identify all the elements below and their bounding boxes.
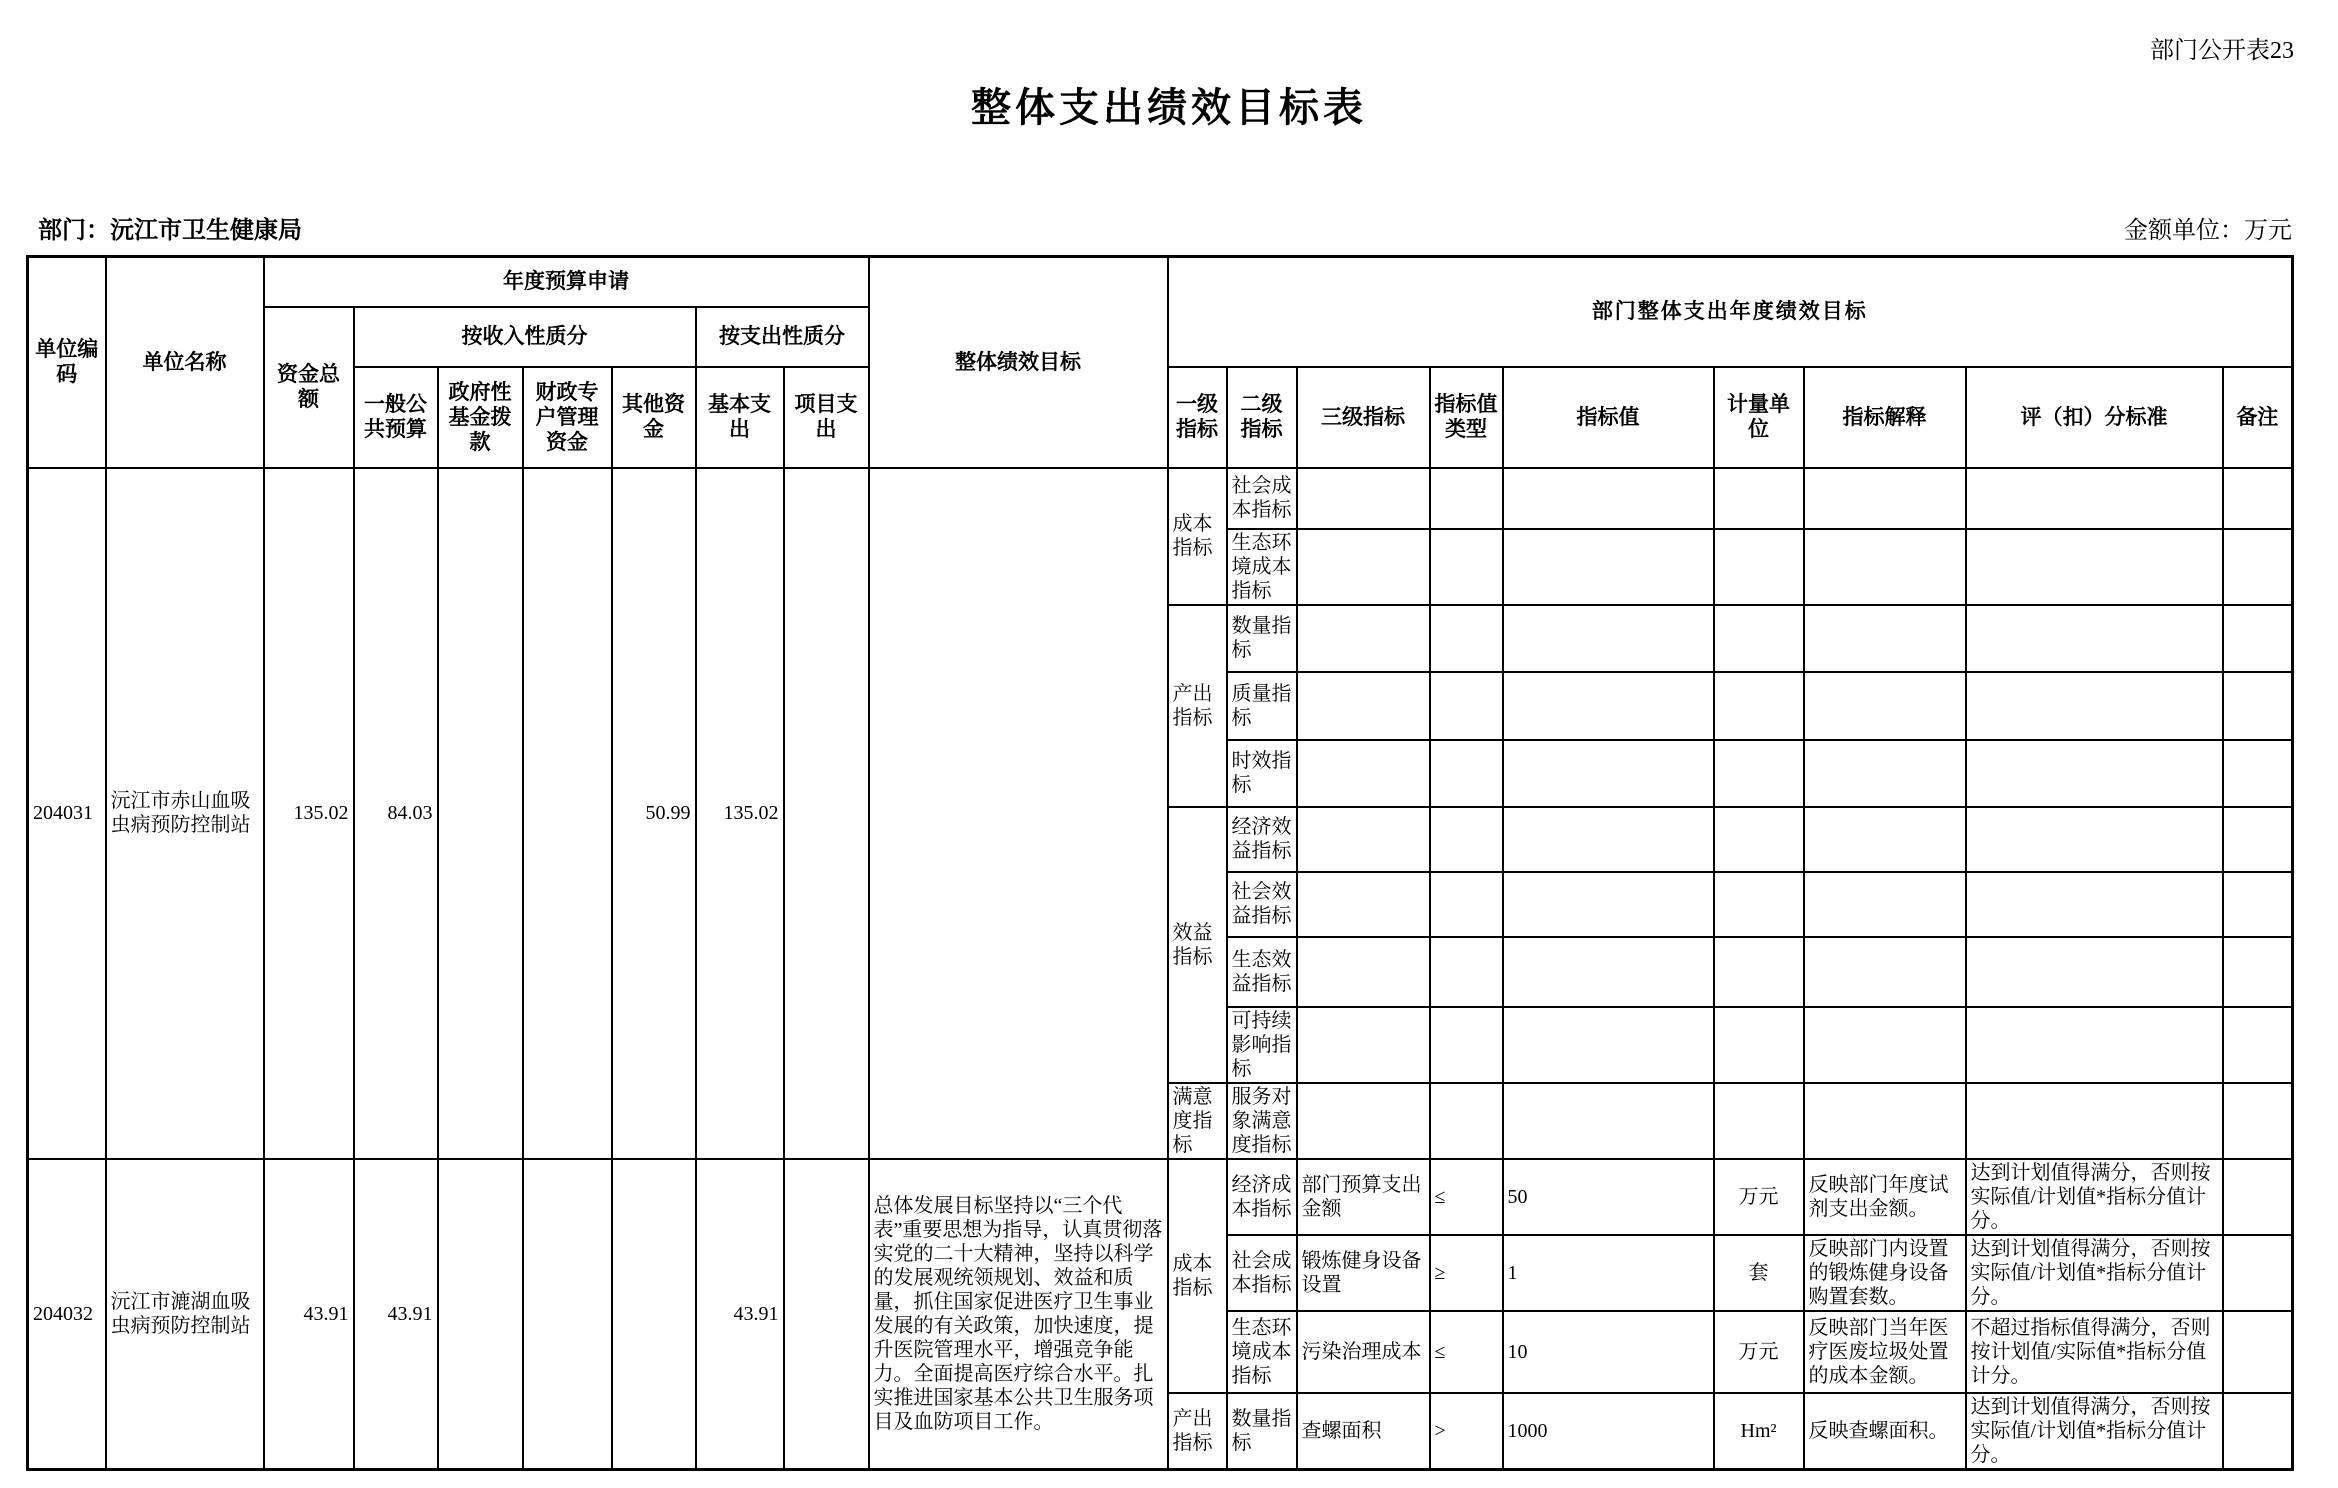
empty-cell — [1714, 1083, 1804, 1159]
empty-cell — [1804, 937, 1966, 1007]
amount-unit-label: 金额单位：万元 — [2124, 218, 2292, 244]
th-annual-budget: 年度预算申请 — [264, 257, 869, 307]
th-fiscal-special-account: 财政专户管理资金 — [523, 367, 612, 468]
th-by-income: 按收入性质分 — [354, 307, 696, 367]
empty-cell — [1297, 807, 1430, 872]
th-level1: 一级指标 — [1168, 367, 1227, 468]
th-project-expenditure: 项目支出 — [784, 367, 869, 468]
empty-cell — [1297, 1083, 1430, 1159]
empty-cell — [1966, 468, 2223, 529]
empty-cell — [1804, 672, 1966, 740]
empty-cell — [1966, 605, 2223, 672]
td-u2-ind-0-value: 50 — [1503, 1159, 1714, 1235]
td-u2-ind-2-unit: 万元 — [1714, 1311, 1804, 1393]
th-measure-unit: 计量单位 — [1714, 367, 1804, 468]
td-u2-ind-0-l2: 经济成本指标 — [1227, 1159, 1297, 1235]
td-u2-other — [612, 1159, 696, 1470]
td-u2-ind-3-unit: Hm² — [1714, 1393, 1804, 1470]
performance-target-table — [26, 255, 2294, 1471]
td-u2-ind-1-value: 1 — [1503, 1235, 1714, 1311]
td-u1-l1-benefit: 效益指标 — [1168, 807, 1227, 1083]
th-scoring: 评（扣）分标准 — [1966, 367, 2223, 468]
td-u2-ind-1-explain: 反映部门内设置的锻炼健身设备购置套数。 — [1804, 1235, 1966, 1311]
td-u2-ind-2-value: 10 — [1503, 1311, 1714, 1393]
empty-cell — [1430, 740, 1503, 807]
empty-cell — [1966, 807, 2223, 872]
th-value-type: 指标值类型 — [1430, 367, 1503, 468]
td-u1-l2-2: 数量指标 — [1227, 605, 1297, 672]
td-u2-ind-2-l3: 污染治理成本 — [1297, 1311, 1430, 1393]
td-u2-ind-2-type: ≤ — [1430, 1311, 1503, 1393]
th-dept-annual-target: 部门整体支出年度绩效目标 — [1168, 257, 2293, 367]
empty-cell — [1714, 529, 1804, 605]
empty-cell — [1430, 672, 1503, 740]
empty-cell — [1804, 872, 1966, 937]
td-u2-ind-1-type: ≥ — [1430, 1235, 1503, 1311]
td-u2-l1-output: 产出指标 — [1168, 1393, 1227, 1470]
empty-cell — [1966, 1083, 2223, 1159]
empty-cell — [1503, 807, 1714, 872]
td-u1-l1-output: 产出指标 — [1168, 605, 1227, 807]
empty-cell — [2223, 1159, 2293, 1235]
td-u1-total: 135.02 — [264, 468, 354, 1159]
td-u2-code: 204032 — [28, 1159, 106, 1470]
td-u1-l2-0: 社会成本指标 — [1227, 468, 1297, 529]
td-u1-l2-1: 生态环境成本指标 — [1227, 529, 1297, 605]
empty-cell — [1503, 740, 1714, 807]
empty-cell — [1430, 468, 1503, 529]
empty-cell — [1714, 605, 1804, 672]
empty-cell — [1503, 605, 1714, 672]
empty-cell — [1297, 468, 1430, 529]
td-u1-code: 204031 — [28, 468, 106, 1159]
td-u2-ind-1-l2: 社会成本指标 — [1227, 1235, 1297, 1311]
td-u2-ind-0-explain: 反映部门年度试剂支出金额。 — [1804, 1159, 1966, 1235]
td-u1-l2-8: 可持续影响指标 — [1227, 1007, 1297, 1083]
th-unit-code: 单位编码 — [28, 257, 106, 468]
sheet-number-label: 部门公开表23 — [2150, 38, 2294, 64]
td-u2-ind-1-unit: 套 — [1714, 1235, 1804, 1311]
th-gov-fund: 政府性基金拨款 — [438, 367, 523, 468]
empty-cell — [1503, 529, 1714, 605]
td-u2-ind-0-scoring: 达到计划值得满分，否则按实际值/计划值*指标分值计分。 — [1966, 1159, 2223, 1235]
empty-cell — [2223, 1235, 2293, 1311]
td-u1-overall-target — [869, 468, 1168, 1159]
th-level3: 三级指标 — [1297, 367, 1430, 468]
td-u2-ind-2-explain: 反映部门当年医疗医废垃圾处置的成本金额。 — [1804, 1311, 1966, 1393]
empty-cell — [1430, 807, 1503, 872]
th-value: 指标值 — [1503, 367, 1714, 468]
td-u1-l2-4: 时效指标 — [1227, 740, 1297, 807]
td-u1-l2-6: 社会效益指标 — [1227, 872, 1297, 937]
empty-cell — [1297, 529, 1430, 605]
td-u1-project — [784, 468, 869, 1159]
empty-cell — [1714, 740, 1804, 807]
department-label: 部门：沅江市卫生健康局 — [38, 218, 302, 244]
empty-cell — [2223, 605, 2293, 672]
empty-cell — [1430, 937, 1503, 1007]
td-u2-fiscal — [523, 1159, 612, 1470]
td-u2-name: 沅江市漉湖血吸虫病预防控制站 — [106, 1159, 264, 1470]
empty-cell — [1503, 872, 1714, 937]
empty-cell — [1503, 672, 1714, 740]
td-u2-ind-2-l2: 生态环境成本指标 — [1227, 1311, 1297, 1393]
empty-cell — [1804, 740, 1966, 807]
empty-cell — [1503, 937, 1714, 1007]
td-u1-basic: 135.02 — [696, 468, 784, 1159]
td-u2-ind-2-scoring: 不超过指标值得满分，否则按计划值/实际值*指标分值计分。 — [1966, 1311, 2223, 1393]
td-u2-overall-target: 总体发展目标坚持以“三个代表”重要思想为指导，认真贯彻落实党的二十大精神，坚持以科学的发展观统领规划、效益和质量，抓住国家促进医疗卫生事业发展的有关政策，加快速度，提升医院管理水平，增强竞争能力。全面提高医疗综合水平。扎实推进国家基本公共卫生服务项目及血防项目工作。 — [869, 1159, 1168, 1470]
empty-cell — [1966, 740, 2223, 807]
empty-cell — [1503, 1083, 1714, 1159]
empty-cell — [2223, 1393, 2293, 1470]
td-u2-ind-3-value: 1000 — [1503, 1393, 1714, 1470]
td-u2-l1-cost: 成本指标 — [1168, 1159, 1227, 1393]
empty-cell — [1430, 1007, 1503, 1083]
th-other-funds: 其他资金 — [612, 367, 696, 468]
td-u2-ind-3-explain: 反映查螺面积。 — [1804, 1393, 1966, 1470]
th-basic-expenditure: 基本支出 — [696, 367, 784, 468]
empty-cell — [1297, 1007, 1430, 1083]
th-by-expenditure: 按支出性质分 — [696, 307, 869, 367]
th-overall-target: 整体绩效目标 — [869, 257, 1168, 468]
td-u1-other: 50.99 — [612, 468, 696, 1159]
page-title: 整体支出绩效目标表 — [971, 85, 1367, 130]
td-u1-fiscal — [523, 468, 612, 1159]
td-u2-ind-3-l2: 数量指标 — [1227, 1393, 1297, 1470]
td-u2-gov-fund — [438, 1159, 523, 1470]
td-u1-l1-cost: 成本指标 — [1168, 468, 1227, 605]
empty-cell — [1430, 1083, 1503, 1159]
empty-cell — [1297, 605, 1430, 672]
empty-cell — [1297, 872, 1430, 937]
empty-cell — [1430, 605, 1503, 672]
empty-cell — [2223, 529, 2293, 605]
td-u1-gov-fund — [438, 468, 523, 1159]
td-u1-l2-5: 经济效益指标 — [1227, 807, 1297, 872]
td-u2-ind-3-type: > — [1430, 1393, 1503, 1470]
td-u2-ind-0-unit: 万元 — [1714, 1159, 1804, 1235]
empty-cell — [2223, 872, 2293, 937]
empty-cell — [1804, 468, 1966, 529]
empty-cell — [1297, 740, 1430, 807]
td-u1-l2-3: 质量指标 — [1227, 672, 1297, 740]
td-u2-general: 43.91 — [354, 1159, 438, 1470]
empty-cell — [1430, 529, 1503, 605]
empty-cell — [2223, 672, 2293, 740]
td-u2-ind-0-type: ≤ — [1430, 1159, 1503, 1235]
empty-cell — [1714, 872, 1804, 937]
empty-cell — [2223, 468, 2293, 529]
empty-cell — [1714, 937, 1804, 1007]
empty-cell — [1430, 872, 1503, 937]
empty-cell — [2223, 740, 2293, 807]
empty-cell — [1297, 672, 1430, 740]
td-u1-name: 沅江市赤山血吸虫病预防控制站 — [106, 468, 264, 1159]
empty-cell — [2223, 1007, 2293, 1083]
empty-cell — [1804, 605, 1966, 672]
td-u2-project — [784, 1159, 869, 1470]
td-u1-l2-7: 生态效益指标 — [1227, 937, 1297, 1007]
th-total-funds: 资金总额 — [264, 307, 354, 468]
th-general-public-budget: 一般公共预算 — [354, 367, 438, 468]
empty-cell — [1714, 468, 1804, 529]
td-u1-l2-9: 服务对象满意度指标 — [1227, 1083, 1297, 1159]
empty-cell — [2223, 1311, 2293, 1393]
th-remark: 备注 — [2223, 367, 2293, 468]
empty-cell — [1503, 1007, 1714, 1083]
empty-cell — [1714, 807, 1804, 872]
empty-cell — [2223, 937, 2293, 1007]
td-u2-basic: 43.91 — [696, 1159, 784, 1470]
empty-cell — [1297, 937, 1430, 1007]
empty-cell — [1966, 672, 2223, 740]
empty-cell — [1714, 1007, 1804, 1083]
empty-cell — [1714, 672, 1804, 740]
td-u2-ind-1-scoring: 达到计划值得满分，否则按实际值/计划值*指标分值计分。 — [1966, 1235, 2223, 1311]
td-u2-ind-0-l3: 部门预算支出金额 — [1297, 1159, 1430, 1235]
empty-cell — [1804, 1007, 1966, 1083]
th-explanation: 指标解释 — [1804, 367, 1966, 468]
empty-cell — [1966, 529, 2223, 605]
empty-cell — [1966, 937, 2223, 1007]
td-u2-total: 43.91 — [264, 1159, 354, 1470]
empty-cell — [1804, 1083, 1966, 1159]
td-u1-general: 84.03 — [354, 468, 438, 1159]
empty-cell — [2223, 807, 2293, 872]
empty-cell — [1503, 468, 1714, 529]
td-u2-ind-3-l3: 查螺面积 — [1297, 1393, 1430, 1470]
td-u2-ind-1-l3: 锻炼健身设备设置 — [1297, 1235, 1430, 1311]
empty-cell — [1966, 1007, 2223, 1083]
empty-cell — [1804, 807, 1966, 872]
empty-cell — [1804, 529, 1966, 605]
th-unit-name: 单位名称 — [106, 257, 264, 468]
empty-cell — [2223, 1083, 2293, 1159]
td-u1-l1-satisfaction: 满意度指标 — [1168, 1083, 1227, 1159]
empty-cell — [1966, 872, 2223, 937]
th-level2: 二级指标 — [1227, 367, 1297, 468]
td-u2-ind-3-scoring: 达到计划值得满分，否则按实际值/计划值*指标分值计分。 — [1966, 1393, 2223, 1470]
